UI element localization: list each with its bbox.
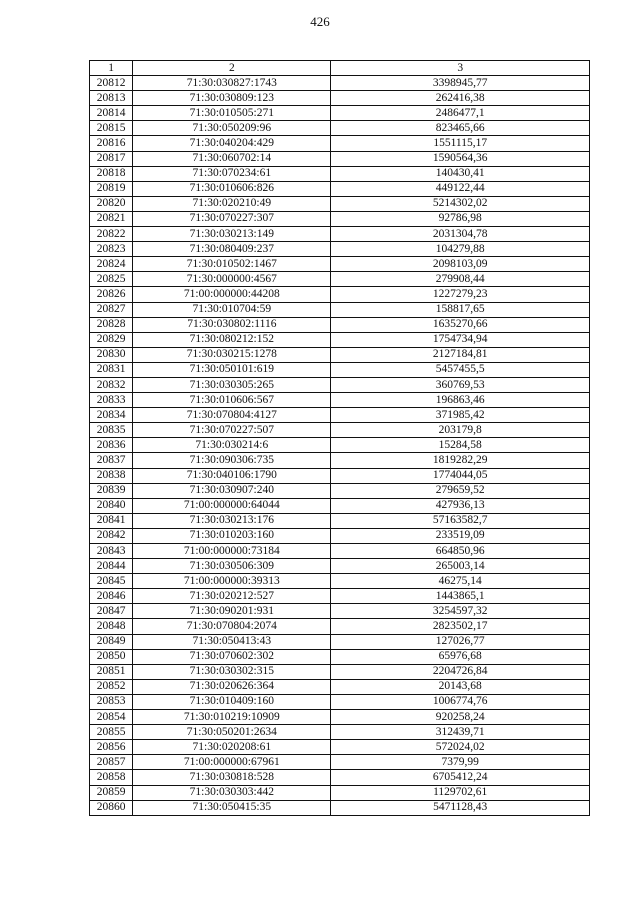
row-number-cell: 20829 xyxy=(90,332,133,347)
value-cell: 262416,38 xyxy=(331,91,590,106)
row-number-cell: 20828 xyxy=(90,317,133,332)
cadastral-number-cell: 71:30:010219:10909 xyxy=(133,710,331,725)
value-cell: 1551115,17 xyxy=(331,136,590,151)
table-row xyxy=(90,332,590,347)
cadastral-number-cell: 71:00:000000:67961 xyxy=(133,755,331,770)
table-row xyxy=(90,589,590,604)
cadastral-number-cell: 71:30:030305:265 xyxy=(133,377,331,392)
row-number-cell: 20821 xyxy=(90,211,133,226)
table-row xyxy=(90,272,590,287)
table-body xyxy=(90,76,590,816)
table-row xyxy=(90,317,590,332)
value-cell: 572024,02 xyxy=(331,740,590,755)
value-cell: 2127184,81 xyxy=(331,347,590,362)
row-number-cell: 20856 xyxy=(90,740,133,755)
row-number-cell: 20848 xyxy=(90,619,133,634)
table-row xyxy=(90,483,590,498)
row-number-cell: 20817 xyxy=(90,151,133,166)
value-cell: 1590564,36 xyxy=(331,151,590,166)
table-row xyxy=(90,528,590,543)
value-cell: 1635270,66 xyxy=(331,317,590,332)
table-row xyxy=(90,679,590,694)
column-header-1: 1 xyxy=(90,61,133,76)
row-number-cell: 20816 xyxy=(90,136,133,151)
value-cell: 449122,44 xyxy=(331,181,590,196)
row-number-cell: 20823 xyxy=(90,242,133,257)
table-header-row xyxy=(90,61,590,76)
cadastral-number-cell: 71:30:020210:49 xyxy=(133,196,331,211)
table-row xyxy=(90,649,590,664)
value-cell: 823465,66 xyxy=(331,121,590,136)
table-row xyxy=(90,800,590,815)
value-cell: 65976,68 xyxy=(331,649,590,664)
value-cell: 2486477,1 xyxy=(331,106,590,121)
cadastral-number-cell: 71:30:030907:240 xyxy=(133,483,331,498)
value-cell: 1819282,29 xyxy=(331,453,590,468)
cadastral-number-cell: 71:30:020208:61 xyxy=(133,740,331,755)
table-row xyxy=(90,136,590,151)
row-number-cell: 20840 xyxy=(90,498,133,513)
cadastral-number-cell: 71:30:030809:123 xyxy=(133,91,331,106)
row-number-cell: 20854 xyxy=(90,710,133,725)
value-cell: 1774044,05 xyxy=(331,468,590,483)
table-row xyxy=(90,453,590,468)
cadastral-number-cell: 71:30:040204:429 xyxy=(133,136,331,151)
table-row xyxy=(90,513,590,528)
cadastral-number-cell: 71:30:030506:309 xyxy=(133,559,331,574)
table-row xyxy=(90,166,590,181)
table-row xyxy=(90,242,590,257)
cadastral-number-cell: 71:30:070227:507 xyxy=(133,423,331,438)
value-cell: 1443865,1 xyxy=(331,589,590,604)
cadastral-number-cell: 71:30:050101:619 xyxy=(133,362,331,377)
cadastral-number-cell: 71:30:070234:61 xyxy=(133,166,331,181)
table-row xyxy=(90,227,590,242)
row-number-cell: 20818 xyxy=(90,166,133,181)
table-row xyxy=(90,362,590,377)
value-cell: 279908,44 xyxy=(331,272,590,287)
cadastral-number-cell: 71:30:080409:237 xyxy=(133,242,331,257)
value-cell: 6705412,24 xyxy=(331,770,590,785)
value-cell: 5471128,43 xyxy=(331,800,590,815)
row-number-cell: 20819 xyxy=(90,181,133,196)
value-cell: 3398945,77 xyxy=(331,76,590,91)
cadastral-number-cell: 71:30:030818:528 xyxy=(133,770,331,785)
cadastral-number-cell: 71:30:000000:4567 xyxy=(133,272,331,287)
row-number-cell: 20860 xyxy=(90,800,133,815)
table-row xyxy=(90,725,590,740)
row-number-cell: 20833 xyxy=(90,393,133,408)
table-row xyxy=(90,740,590,755)
table-row xyxy=(90,664,590,679)
table-row xyxy=(90,257,590,272)
row-number-cell: 20834 xyxy=(90,408,133,423)
value-cell: 57163582,7 xyxy=(331,513,590,528)
cadastral-number-cell: 71:30:030303:442 xyxy=(133,785,331,800)
value-cell: 7379,99 xyxy=(331,755,590,770)
table-row xyxy=(90,604,590,619)
table-row xyxy=(90,438,590,453)
value-cell: 265003,14 xyxy=(331,559,590,574)
row-number-cell: 20841 xyxy=(90,513,133,528)
value-cell: 5214302,02 xyxy=(331,196,590,211)
table-row xyxy=(90,785,590,800)
value-cell: 92786,98 xyxy=(331,211,590,226)
value-cell: 5457455,5 xyxy=(331,362,590,377)
cadastral-number-cell: 71:30:030215:1278 xyxy=(133,347,331,362)
table-row xyxy=(90,408,590,423)
cadastral-number-cell: 71:30:060702:14 xyxy=(133,151,331,166)
cadastral-number-cell: 71:30:070804:2074 xyxy=(133,619,331,634)
row-number-cell: 20822 xyxy=(90,227,133,242)
row-number-cell: 20825 xyxy=(90,272,133,287)
value-cell: 371985,42 xyxy=(331,408,590,423)
value-cell: 46275,14 xyxy=(331,574,590,589)
cadastral-number-cell: 71:30:090306:735 xyxy=(133,453,331,468)
table-row xyxy=(90,121,590,136)
value-cell: 203179,8 xyxy=(331,423,590,438)
table-row xyxy=(90,151,590,166)
cadastral-number-cell: 71:30:090201:931 xyxy=(133,604,331,619)
row-number-cell: 20820 xyxy=(90,196,133,211)
row-number-cell: 20845 xyxy=(90,574,133,589)
row-number-cell: 20826 xyxy=(90,287,133,302)
row-number-cell: 20847 xyxy=(90,604,133,619)
row-number-cell: 20857 xyxy=(90,755,133,770)
table-row xyxy=(90,423,590,438)
table-row xyxy=(90,347,590,362)
cadastral-number-cell: 71:30:010606:826 xyxy=(133,181,331,196)
value-cell: 233519,09 xyxy=(331,528,590,543)
value-cell: 1129702,61 xyxy=(331,785,590,800)
table-row xyxy=(90,287,590,302)
column-header-3: 3 xyxy=(331,61,590,76)
cadastral-number-cell: 71:30:030213:176 xyxy=(133,513,331,528)
cadastral-number-cell: 71:00:000000:73184 xyxy=(133,544,331,559)
table-row xyxy=(90,694,590,709)
row-number-cell: 20813 xyxy=(90,91,133,106)
cadastral-number-cell: 71:30:010704:59 xyxy=(133,302,331,317)
cadastral-number-cell: 71:30:010502:1467 xyxy=(133,257,331,272)
table-row xyxy=(90,377,590,392)
value-cell: 15284,58 xyxy=(331,438,590,453)
cadastral-number-cell: 71:30:020626:364 xyxy=(133,679,331,694)
cadastral-number-cell: 71:30:080212:152 xyxy=(133,332,331,347)
row-number-cell: 20853 xyxy=(90,694,133,709)
value-cell: 1006774,76 xyxy=(331,694,590,709)
row-number-cell: 20849 xyxy=(90,634,133,649)
cadastral-number-cell: 71:30:030802:1116 xyxy=(133,317,331,332)
value-cell: 2823502,17 xyxy=(331,619,590,634)
value-cell: 127026,77 xyxy=(331,634,590,649)
cadastral-number-cell: 71:30:030214:6 xyxy=(133,438,331,453)
cadastral-number-cell: 71:30:050415:35 xyxy=(133,800,331,815)
row-number-cell: 20830 xyxy=(90,347,133,362)
table-row xyxy=(90,211,590,226)
cadastral-number-cell: 71:30:010409:160 xyxy=(133,694,331,709)
row-number-cell: 20815 xyxy=(90,121,133,136)
table-row xyxy=(90,106,590,121)
table-row xyxy=(90,574,590,589)
value-cell: 279659,52 xyxy=(331,483,590,498)
row-number-cell: 20824 xyxy=(90,257,133,272)
table-row xyxy=(90,770,590,785)
cadastral-number-cell: 71:30:020212:527 xyxy=(133,589,331,604)
row-number-cell: 20859 xyxy=(90,785,133,800)
row-number-cell: 20855 xyxy=(90,725,133,740)
value-cell: 360769,53 xyxy=(331,377,590,392)
cadastral-number-cell: 71:30:040106:1790 xyxy=(133,468,331,483)
row-number-cell: 20844 xyxy=(90,559,133,574)
cadastral-number-cell: 71:30:030827:1743 xyxy=(133,76,331,91)
row-number-cell: 20851 xyxy=(90,664,133,679)
value-cell: 2098103,09 xyxy=(331,257,590,272)
row-number-cell: 20814 xyxy=(90,106,133,121)
table-row xyxy=(90,302,590,317)
table-row xyxy=(90,468,590,483)
value-cell: 1754734,94 xyxy=(331,332,590,347)
cadastral-number-cell: 71:30:070602:302 xyxy=(133,649,331,664)
table-row xyxy=(90,634,590,649)
value-cell: 920258,24 xyxy=(331,710,590,725)
cadastral-number-cell: 71:30:050209:96 xyxy=(133,121,331,136)
value-cell: 312439,71 xyxy=(331,725,590,740)
cadastral-number-cell: 71:30:070804:4127 xyxy=(133,408,331,423)
row-number-cell: 20852 xyxy=(90,679,133,694)
value-cell: 104279,88 xyxy=(331,242,590,257)
row-number-cell: 20831 xyxy=(90,362,133,377)
table-row xyxy=(90,76,590,91)
row-number-cell: 20839 xyxy=(90,483,133,498)
table-row xyxy=(90,710,590,725)
row-number-cell: 20812 xyxy=(90,76,133,91)
row-number-cell: 20846 xyxy=(90,589,133,604)
cadastral-number-cell: 71:30:030213:149 xyxy=(133,227,331,242)
table-row xyxy=(90,619,590,634)
value-cell: 158817,65 xyxy=(331,302,590,317)
cadastral-number-cell: 71:30:030302:315 xyxy=(133,664,331,679)
cadastral-number-cell: 71:00:000000:44208 xyxy=(133,287,331,302)
cadastral-number-cell: 71:00:000000:39313 xyxy=(133,574,331,589)
table-row xyxy=(90,498,590,513)
cadastral-number-cell: 71:30:010606:567 xyxy=(133,393,331,408)
cadastral-number-cell: 71:30:010203:160 xyxy=(133,528,331,543)
row-number-cell: 20832 xyxy=(90,377,133,392)
value-cell: 2204726,84 xyxy=(331,664,590,679)
value-cell: 140430,41 xyxy=(331,166,590,181)
cadastral-number-cell: 71:30:070227:307 xyxy=(133,211,331,226)
value-cell: 3254597,32 xyxy=(331,604,590,619)
table-row xyxy=(90,755,590,770)
value-cell: 20143,68 xyxy=(331,679,590,694)
data-table xyxy=(89,60,590,816)
cadastral-number-cell: 71:30:010505:271 xyxy=(133,106,331,121)
row-number-cell: 20836 xyxy=(90,438,133,453)
cadastral-number-cell: 71:30:050413:43 xyxy=(133,634,331,649)
cadastral-number-cell: 71:30:050201:2634 xyxy=(133,725,331,740)
table-row xyxy=(90,181,590,196)
table-row xyxy=(90,393,590,408)
row-number-cell: 20827 xyxy=(90,302,133,317)
row-number-cell: 20843 xyxy=(90,544,133,559)
table-row xyxy=(90,544,590,559)
value-cell: 2031304,78 xyxy=(331,227,590,242)
row-number-cell: 20837 xyxy=(90,453,133,468)
row-number-cell: 20835 xyxy=(90,423,133,438)
table-row xyxy=(90,196,590,211)
cadastral-number-cell: 71:00:000000:64044 xyxy=(133,498,331,513)
row-number-cell: 20850 xyxy=(90,649,133,664)
value-cell: 196863,46 xyxy=(331,393,590,408)
row-number-cell: 20858 xyxy=(90,770,133,785)
value-cell: 664850,96 xyxy=(331,544,590,559)
table-row xyxy=(90,559,590,574)
row-number-cell: 20838 xyxy=(90,468,133,483)
column-header-2: 2 xyxy=(133,61,331,76)
page-number: 426 xyxy=(310,14,330,29)
value-cell: 427936,13 xyxy=(331,498,590,513)
row-number-cell: 20842 xyxy=(90,528,133,543)
value-cell: 1227279,23 xyxy=(331,287,590,302)
table-row xyxy=(90,91,590,106)
